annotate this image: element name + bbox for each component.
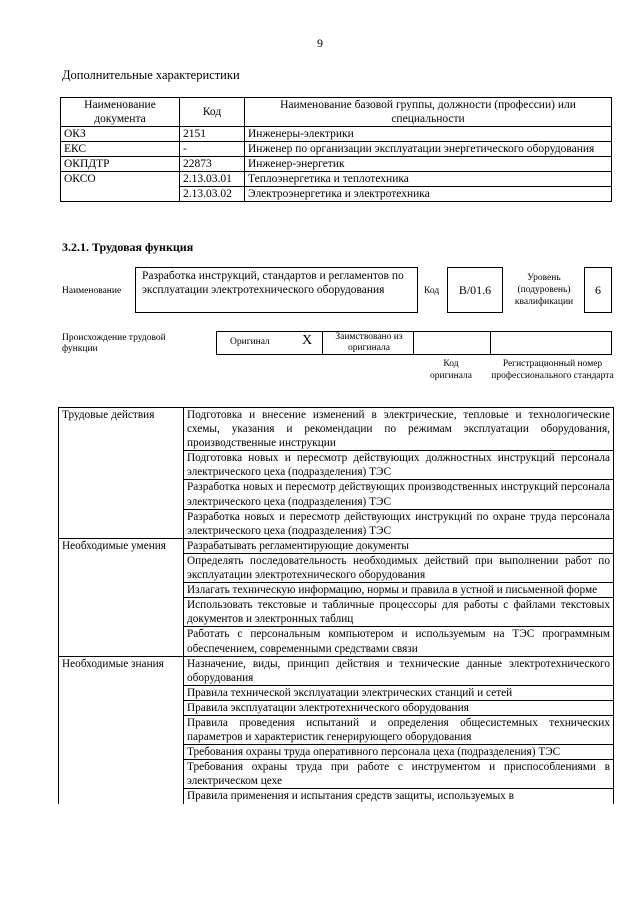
doc-cell: ОКСО xyxy=(61,172,180,202)
function-code: B/01.6 xyxy=(458,283,492,297)
detail-item: Подготовка новых и пересмотр действующих должностных инструкций персонала электрического цеха (подразделения) ТЭС xyxy=(184,451,614,480)
origin-label: Происхождение трудовой функции xyxy=(62,333,166,354)
characteristics-table xyxy=(60,97,612,202)
category-cell: Необходимые умения xyxy=(59,538,184,656)
table-row xyxy=(61,127,612,142)
doc-cell: ОКЗ xyxy=(61,127,180,142)
detail-item: Правила технической эксплуатации электрических станций и сетей xyxy=(184,685,614,700)
page-number: 9 xyxy=(317,36,323,50)
name-cell: Инженер-энергетик xyxy=(245,157,612,172)
header-name: Наименование базовой группы, должности (профессии) или специальности xyxy=(245,98,612,127)
detail-item: Разработка новых и пересмотр действующих инструкций по охране труда персонала электрического цеха (подразделения) ТЭС xyxy=(184,509,614,538)
detail-item: Правила применения и испытания средств защиты, используемых в xyxy=(184,789,614,804)
name-cell: Инженеры-электрики xyxy=(245,127,612,142)
code-cell: 2.13.03.02 xyxy=(180,187,245,202)
code-cell: 2151 xyxy=(180,127,245,142)
table-row xyxy=(61,142,612,157)
section-title: Дополнительные характеристики xyxy=(62,68,240,82)
doc-cell: ОКПДТР xyxy=(61,157,180,172)
header-document: Наименование документа xyxy=(61,98,180,127)
detail-item: Работать с персональным компьютером и используемым на ТЭС программным обеспечением, современными средствами связи xyxy=(184,627,614,656)
reg-number-label: Регистрационный номер профессионального стандарта xyxy=(491,359,614,381)
function-name-box xyxy=(135,267,418,313)
borrowed-label: Заимствовано из оригинала xyxy=(335,332,403,353)
level-box xyxy=(584,267,612,313)
original-label: Оригинал xyxy=(230,337,270,347)
code-cell: 2.13.03.01 xyxy=(180,172,245,187)
divider xyxy=(490,331,491,355)
table-header-row xyxy=(61,98,612,127)
detail-item: Разработка новых и пересмотр действующих производственных инструкций персонала электрического цеха (подразделения) ТЭС xyxy=(184,480,614,509)
origin-row xyxy=(216,331,612,355)
table-row xyxy=(59,408,614,451)
detail-item: Использовать текстовые и табличные процессоры для работы с файлами текстовых документов и электронных таблиц xyxy=(184,598,614,627)
divider xyxy=(413,331,414,355)
detail-item: Подготовка и внесение изменений в электрические, тепловые и технологические схемы, указания и рекомендации по режимам эксплуатации оборудования, производственные инструкции xyxy=(184,408,614,451)
name-cell: Инженер по организации эксплуатации энергетического оборудования xyxy=(245,142,612,157)
table-row xyxy=(59,538,614,553)
detail-item: Правила эксплуатации электротехнического оборудования xyxy=(184,700,614,715)
table-row xyxy=(61,157,612,172)
detail-item: Разрабатывать регламентирующие документы xyxy=(184,538,614,553)
name-label: Наименование xyxy=(62,286,122,296)
name-cell: Теплоэнергетика и теплотехника xyxy=(245,172,612,187)
code-label: Код xyxy=(424,286,440,296)
detail-item: Определять последовательность необходимых действий при выполнении работ по эксплуатации электротехнического оборудования xyxy=(184,553,614,582)
code-cell: 22873 xyxy=(180,157,245,172)
level-label: Уровень (подуровень) квалификации xyxy=(514,273,574,307)
table-row xyxy=(61,172,612,187)
code-original-label: Код оригинала xyxy=(430,359,472,381)
category-cell: Трудовые действия xyxy=(59,408,184,539)
detail-item: Правила проведения испытаний и определения общесистемных технических параметров и характеристик генерирующего оборудования xyxy=(184,715,614,744)
function-name: Разработка инструкций, стандартов и регламентов по эксплуатации электротехнического оборудования xyxy=(142,270,404,296)
labor-function-title: 3.2.1. Трудовая функция xyxy=(62,240,194,254)
detail-item: Требования охраны труда при работе с инструментом и приспособлениями в электрическом цехе xyxy=(184,760,614,789)
detail-item: Излагать техническую информацию, нормы и правила в устной и письменной форме xyxy=(184,583,614,598)
function-code-box xyxy=(447,267,503,313)
category-cell: Необходимые знания xyxy=(59,656,184,803)
level-value: 6 xyxy=(595,283,601,297)
details-table xyxy=(58,407,614,804)
detail-item: Требования охраны труда оперативного персонала цеха (подразделения) ТЭС xyxy=(184,745,614,760)
doc-cell: ЕКС xyxy=(61,142,180,157)
original-mark: X xyxy=(302,333,313,348)
header-code: Код xyxy=(180,98,245,127)
divider xyxy=(322,331,323,355)
table-row xyxy=(59,656,614,685)
detail-item: Назначение, виды, принцип действия и технические данные электротехнического оборудования xyxy=(184,656,614,685)
code-cell: - xyxy=(180,142,245,157)
name-cell: Электроэнергетика и электротехника xyxy=(245,187,612,202)
